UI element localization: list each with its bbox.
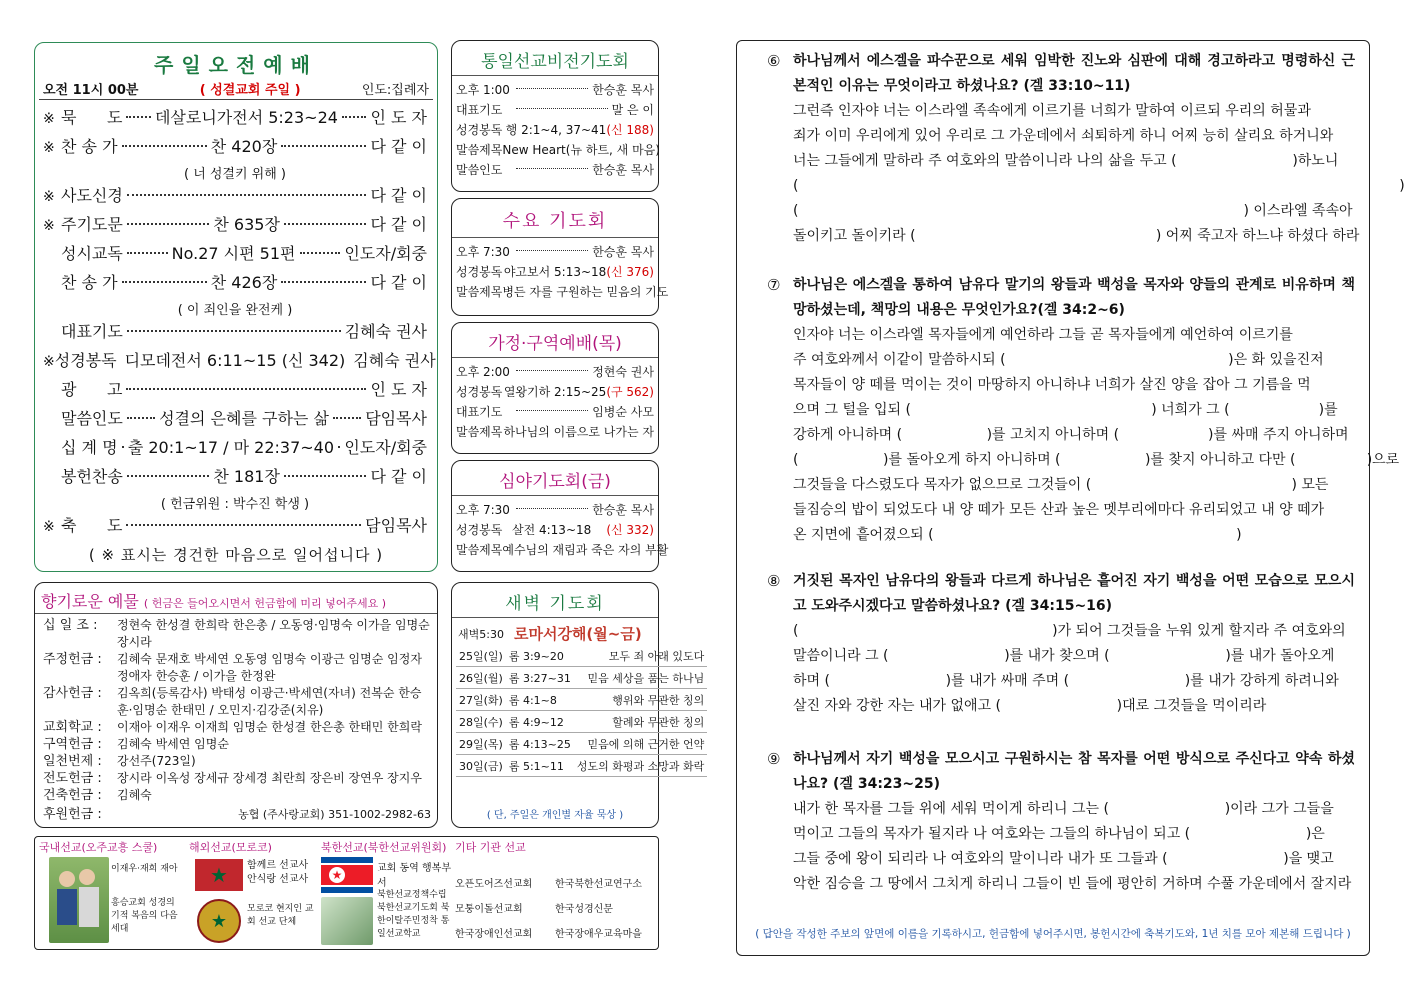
- worship-item: [43, 319, 427, 348]
- morocco-flag-icon: ★: [195, 859, 243, 891]
- worship-item-person: 인도자/회중: [344, 244, 428, 263]
- answer-line: 그들 중에 왕이 되리라 나 여호와의 말이니라 내가 또 그들과 ( )을 맺고: [793, 851, 1334, 867]
- worship-item-person: 다 같 이: [370, 137, 428, 156]
- offering-category: 건축헌금 :: [43, 788, 102, 803]
- other-mission-item: 한국성경신문: [555, 904, 613, 915]
- worship-title: 주일오전예배: [154, 53, 318, 77]
- question-text: 거짓된 목자인 남유다의 왕들과 다르게 하나님은 흩어진 자기 백성을 어떤 모습으로 모으시고 도와주시겠다고 말씀하셨나요? (겔 34:15~16): [793, 573, 1355, 614]
- mission-overseas: [189, 839, 319, 947]
- worship-theme: ( 성결교회 주일 ): [199, 83, 301, 98]
- friday-prayer-box: [451, 460, 669, 572]
- worship-item-name: 대표기도: [61, 322, 123, 341]
- mission-box: [34, 836, 659, 950]
- worship-item: [43, 377, 427, 406]
- dawn-topic: 믿음에 의해 근거한 언약: [574, 733, 707, 755]
- other-title: 기타 기관 선교: [455, 841, 526, 854]
- worship-item-content: 출 20:1~17 / 마 22:37~40: [127, 438, 335, 457]
- worship-item: [43, 406, 427, 435]
- wednesday-rows: [452, 243, 669, 303]
- answer-line: ( )가 되어 그것들을 누워 있게 할지라 주 여호와의: [793, 623, 1346, 639]
- worship-item-content: 디모데전서 6:11~15 (신 342): [124, 351, 346, 370]
- prayer-row: [456, 283, 669, 303]
- dawn-reference: 롬 5:1~11: [506, 755, 574, 777]
- worship-item-person: 담임목사: [365, 409, 428, 428]
- worship-item: [43, 105, 427, 134]
- worship-item-name: 찬 송 가: [61, 137, 118, 156]
- dawn-topic: 성도의 화평과 소망과 화락: [574, 755, 707, 777]
- prayer-row-label: 오후 1:00: [456, 83, 510, 97]
- stand-mark: ※: [43, 519, 55, 535]
- offering-box: [34, 582, 438, 828]
- other-mission-item: 모퉁이돌선교회: [455, 904, 523, 915]
- offering-note: ( 헌금은 들어오시면서 헌금함에 미리 넣어주세요 ): [143, 597, 387, 610]
- worship-time: 오전 11시 00분: [43, 83, 139, 98]
- overseas-title: 해외선교(모로코): [189, 841, 272, 854]
- prayer-row: [456, 403, 654, 423]
- answer-line: 말씀이니라 그 ( )를 내가 찾으며 ( )를 내가 돌아오게: [793, 648, 1335, 664]
- domestic-caption-1: 이재우·재희 재아: [111, 864, 178, 874]
- prayer-row: [456, 521, 654, 541]
- question-number: ⑨: [767, 750, 781, 768]
- prayer-row: [456, 243, 654, 263]
- worship-item-name: 봉헌찬송: [61, 467, 123, 486]
- wednesday-title: 수요 기도회: [502, 211, 608, 232]
- prayer-row-label: 성경봉독: [456, 123, 503, 137]
- offering-names: 농협 (주사랑교회) 351-1002-2982-63: [238, 808, 431, 821]
- prayer-row-person: 임병순 사모: [592, 405, 654, 419]
- mission-north: [321, 839, 451, 947]
- prayer-row-person: 한승훈 목사: [592, 163, 654, 177]
- home-title: 가정·구역예배(목): [488, 334, 622, 354]
- dawn-reference: 롬 4:1~8: [506, 689, 574, 711]
- domestic-photo: [49, 857, 109, 943]
- worship-item: [43, 212, 427, 241]
- worship-item-content: 찬 635장: [213, 215, 280, 234]
- worship-item-name: 사도신경: [61, 186, 123, 205]
- answer-line: 죄가 이미 우리에게 있어 우리로 그 가운데에서 쇠퇴하게 하니 어찌 능히 살리요 하거니와: [793, 128, 1334, 144]
- prayer-row-person: 한승훈 목사: [592, 245, 654, 259]
- prayer-row-label: 오후 2:00: [456, 365, 510, 379]
- sunday-worship-box: [34, 42, 438, 572]
- worship-item: [43, 464, 427, 493]
- offering-row: [43, 617, 431, 651]
- unification-rows: [452, 81, 658, 181]
- dawn-reference: 롬 3:9~20: [506, 645, 574, 667]
- prayer-row-person: (신 188): [606, 123, 654, 137]
- prayer-row-label: 오후 7:30: [456, 503, 510, 517]
- offering-names: 김혜숙 문재호 박세연 오동영 임명숙 이광근 임명순 임정자 정애자 한승훈 / 이가을 한정완: [117, 652, 422, 683]
- worship-item-subtitle: ( 너 성결키 위해 ): [183, 167, 287, 182]
- question-text: 하나님은 에스겔을 통하여 남유다 말기의 왕들과 백성을 목자와 양들의 관계로 비유하며 책망하셨는데, 책망의 내용은 무엇인가요?(겔 34:2~6): [793, 277, 1355, 318]
- offering-row: [43, 651, 431, 685]
- answer-line: 으며 그 털을 입되 ( ) 너희가 그 ( )를: [793, 402, 1338, 418]
- answer-line: 온 지면에 흩어졌으되 ( ): [793, 527, 1242, 543]
- answer-line: ( ): [793, 178, 1405, 194]
- prayer-row-value: 하나님의 이름으로 나가는 자: [503, 425, 654, 439]
- prayer-row-value: 야고보서 5:13~18: [503, 265, 607, 279]
- worship-item-name: 주기도문: [61, 215, 123, 234]
- prayer-row-person: 정현숙 권사: [592, 365, 654, 379]
- offering-row: [43, 770, 431, 787]
- worship-item-content: 데살로니가전서 5:23~24: [154, 108, 338, 127]
- answer-line: 악한 짐승을 그 땅에서 그치게 하리니 그들이 빈 들에 평안히 거하며 수풀 가운데에서 잘지라: [793, 876, 1352, 892]
- worship-item-person: 인도자/회중: [344, 438, 427, 457]
- dawn-row: [456, 667, 707, 689]
- dawn-note: ( 단, 주일은 개인별 자율 묵상 ): [486, 810, 624, 821]
- mission-other: [455, 839, 655, 947]
- other-mission-item: 한국북한선교연구소: [555, 879, 642, 890]
- worship-item: [43, 435, 427, 464]
- dawn-row: [456, 689, 707, 711]
- offering-row: [43, 787, 431, 804]
- prayer-row: [456, 383, 654, 403]
- dawn-topic: 행위와 무관한 칭의: [574, 689, 707, 711]
- wednesday-prayer-box: [451, 198, 669, 316]
- answer-line: 그것들을 다스렸도다 목자가 없으므로 그것들이 ( ) 모든: [793, 477, 1329, 493]
- offering-names: 강선주(723일): [117, 754, 196, 768]
- worship-item-name: 광 고: [61, 380, 123, 399]
- offering-names: 김혜숙 박세연 임명순: [117, 737, 229, 751]
- offering-category: 감사헌금 :: [43, 686, 102, 701]
- prayer-row: [456, 423, 654, 443]
- dawn-reference: 롬 4:13~25: [506, 733, 574, 755]
- dawn-topic: 모두 죄 아래 있도다: [574, 645, 707, 667]
- dawn-row: [456, 755, 707, 777]
- prayer-row-label: 말씀인도: [456, 163, 503, 177]
- prayer-row-value: 열왕기하 2:15~25: [503, 385, 607, 399]
- dawn-title: 새벽 기도회: [505, 594, 605, 614]
- dawn-date: 30일(금): [456, 755, 506, 777]
- mission-domestic: [39, 839, 185, 947]
- offering-category: 전도헌금 :: [43, 771, 102, 786]
- question-block: [767, 747, 1355, 897]
- dawn-reference: 롬 3:27~31: [506, 667, 574, 689]
- stand-mark: ※: [43, 189, 55, 205]
- answer-line: 내가 한 목자를 그들 위에 세워 먹이게 하리니 그는 ( )이라 그가 그들을: [793, 801, 1334, 817]
- offering-names: 정현숙 한성결 한희락 한은총 / 오동영·임명숙 이가을 임명순 장시라: [117, 618, 430, 649]
- prayer-row: [456, 121, 654, 141]
- prayer-row: [456, 161, 654, 181]
- prayer-row: [456, 263, 654, 283]
- answer-line: 강하게 아니하며 ( )를 고치지 아니하며 ( )를 싸매 주지 아니하며: [793, 427, 1349, 443]
- domestic-caption-2: 흥승교회 성경의 기적 복음의 다음세대: [111, 898, 178, 934]
- worship-item-person: 다 같 이: [370, 273, 428, 292]
- answer-line: ( ) 이스라엘 족속아: [793, 203, 1353, 219]
- offering-names: 김옥희(등록감사) 박태성 이광근·박세연(자녀) 전복순 한승훈·임명순 한태민 / 오민지·김강준(치유): [117, 686, 422, 717]
- worship-item-subtitle: ( 이 죄인을 완전케 ): [177, 303, 293, 318]
- prayer-row: [456, 141, 660, 161]
- prayer-row-person: (신 376): [606, 265, 654, 279]
- worship-item-name: 묵 도: [61, 108, 123, 127]
- worship-item-person: 다 같 이: [370, 186, 427, 205]
- prayer-row-label: 말씀제목: [456, 543, 503, 557]
- offering-row: [43, 753, 431, 770]
- stand-mark: ※: [43, 218, 55, 234]
- bible-questions-box: [736, 40, 1405, 956]
- stand-mark: ※: [43, 140, 55, 156]
- worship-item-content: No.27 시편 51편: [171, 244, 296, 263]
- answer-line: 인자야 너는 이스라엘 목자들에게 예언하라 그들 곧 목자들에게 예언하여 이르기를: [793, 327, 1293, 343]
- worship-item: [43, 241, 427, 270]
- worship-item: [43, 183, 427, 212]
- offering-names: 김혜숙: [117, 788, 152, 802]
- prayer-row-label: 성경봉독: [456, 265, 503, 279]
- dawn-row: [456, 645, 707, 667]
- north-caption-1: 교회 동역 행복부서: [377, 863, 451, 889]
- home-worship-box: [451, 322, 659, 454]
- offering-category: 일천번제 :: [43, 754, 102, 769]
- worship-item: [43, 513, 427, 542]
- unification-title: 통일선교비전기도회: [481, 52, 629, 72]
- other-mission-item: 한국장애인선교회: [455, 929, 533, 940]
- prayer-row: [456, 101, 654, 121]
- friday-title: 심야기도회(금): [499, 472, 611, 492]
- prayer-row-value: 행 2:1~4, 37~41: [505, 123, 607, 137]
- worship-item: [43, 270, 427, 299]
- overseas-caption-1: 함께르 선교사 안식랑 선교사: [247, 860, 309, 885]
- question-block: [767, 49, 1405, 249]
- answer-line: 돌이키고 돌이키라 ( ) 어찌 죽고자 하느냐 하셨다 하라: [793, 228, 1360, 244]
- worship-item-content: 찬 420장: [210, 137, 278, 156]
- answer-line: 들짐승의 밥이 되었도다 내 양 떼가 모든 산과 높은 멧부리에마다 유리되었고 내 양 떼가: [793, 502, 1325, 518]
- north-caption-2: 북한선교정책수립 북한선교기도회 북한이탈주민정착 통일선교학교: [377, 890, 450, 939]
- dawn-prayer-box: [451, 582, 705, 828]
- prayer-row-label: 말씀제목: [456, 425, 503, 439]
- worship-order-list: [43, 105, 436, 542]
- friday-rows: [452, 501, 669, 561]
- dawn-reference: 롬 4:9~12: [506, 711, 574, 733]
- offering-category: 십 일 조 :: [43, 618, 98, 633]
- offering-row: [43, 719, 431, 736]
- worship-item-content: 찬 426장: [210, 273, 278, 292]
- answer-line: 먹이고 그들의 목자가 될지라 나 여호와는 그들의 하나님이 되고 ( )은: [793, 826, 1325, 842]
- dawn-time: 새벽5:30: [458, 627, 504, 641]
- question-number: ⑥: [767, 52, 781, 70]
- worship-item-person: 김혜숙 권사: [344, 322, 427, 341]
- unification-prayer-box: [451, 40, 659, 192]
- offering-row: [43, 806, 431, 823]
- answer-line: 주 여호와께서 이같이 말씀하시되 ( )은 화 있을진저: [793, 352, 1324, 368]
- dawn-date: 28일(수): [456, 711, 506, 733]
- dawn-row: [456, 711, 707, 733]
- north-title: 북한선교(북한선교위원회): [321, 841, 447, 854]
- offering-title: 향기로운 예물: [41, 592, 139, 611]
- bottom-note: ( 답안을 작성한 주보의 앞면에 이름을 기록하시고, 헌금함에 넣어주시면, 봉헌시간에 축복기도와, 1년 치를 모아 제본해 드립니다 ): [755, 928, 1351, 940]
- prayer-row-person: (구 562): [606, 385, 654, 399]
- prayer-row-person: 한승훈 목사: [592, 503, 654, 517]
- korea-map-icon: [321, 897, 373, 945]
- overseas-caption-2: 모로코 현지인 교회 선교 단체: [247, 904, 314, 927]
- prayer-row: [456, 501, 654, 521]
- worship-item-name: 찬 송 가: [61, 273, 118, 292]
- worship-item-name: 성경봉독: [54, 351, 117, 370]
- domestic-title: 국내선교(오주교흥 스쿨): [39, 841, 158, 854]
- dawn-topic: 할례와 무관한 칭의: [574, 711, 707, 733]
- prayer-row: [456, 81, 654, 101]
- answer-line: 너는 그들에게 말하라 주 여호와의 말씀이니라 나의 삶을 두고 ( )하노니: [793, 153, 1339, 169]
- question-text: 하나님께서 자기 백성을 모으시고 구원하시는 참 목자를 어떤 방식으로 주신다고 약속 하셨나요? (겔 34:23~25): [793, 751, 1355, 792]
- dawn-date: 29일(목): [456, 733, 506, 755]
- question-text: 하나님께서 에스겔을 파수꾼으로 세워 임박한 진노와 심판에 대해 경고하라고 명령하신 근본적인 이유는 무엇이라고 하셨나요? (겔 33:10~11): [793, 53, 1355, 94]
- prayer-row-label: 성경봉독: [456, 523, 503, 537]
- north-korea-flag-icon: ★: [321, 857, 373, 893]
- worship-item-name: 말씀인도: [61, 409, 123, 428]
- stand-mark: ※: [43, 111, 55, 127]
- prayer-row-value: 살전 4:13~18: [512, 523, 592, 537]
- worship-item-person: 다 같 이: [370, 467, 428, 486]
- answer-line: ( )를 돌아오게 하지 아니하며 ( )를 찾지 아니하고 다만 ( )으로: [793, 452, 1400, 468]
- question-block: [767, 273, 1400, 548]
- worship-footer: ( ※ 표시는 경건한 마음으로 일어섭니다 ): [88, 546, 384, 564]
- prayer-row: [456, 541, 669, 561]
- other-mission-item: 오픈도어즈선교회: [455, 879, 533, 890]
- prayer-row-label: 대표기도: [456, 103, 503, 117]
- offering-category: 교회학교 :: [43, 720, 102, 735]
- offering-category: 주정헌금 :: [43, 652, 102, 667]
- question-number: ⑦: [767, 276, 781, 294]
- prayer-row-label: 성경봉독: [456, 385, 503, 399]
- offering-row: [43, 736, 431, 753]
- prayer-row-label: 말씀제목: [456, 143, 503, 157]
- answer-line: 그런즉 인자야 너는 이스라엘 족속에게 이르기를 너희가 말하여 이르되 우리의 허물과: [793, 103, 1311, 119]
- prayer-row-label: 오후 7:30: [456, 245, 510, 259]
- prayer-row-value: 예수님의 재림과 죽은 자의 부활: [502, 543, 669, 557]
- question-number: ⑧: [767, 572, 781, 590]
- worship-item-content: 찬 181장: [213, 467, 280, 486]
- worship-item-content: 성결의 은혜를 구하는 삶: [159, 409, 329, 428]
- worship-item-person: 담임목사: [365, 516, 427, 535]
- prayer-row-label: 말씀제목: [456, 285, 503, 299]
- dawn-schedule-table: [456, 645, 707, 777]
- worship-item-name: 성시교독: [61, 244, 123, 263]
- home-rows: [452, 363, 658, 443]
- offering-names: 이재아 이재우 이재희 임명순 한성결 한은총 한태민 한희락: [117, 720, 422, 734]
- other-mission-list: [455, 875, 655, 940]
- worship-item-name: 축 도: [61, 516, 123, 535]
- dawn-series: 로마서강해(월~금): [513, 625, 642, 643]
- worship-item-subtitle: ( 헌금위원 : 박수진 학생 ): [160, 497, 310, 512]
- prayer-row: [456, 363, 654, 383]
- answer-line: 살진 자와 강한 자는 내가 없애고 ( )대로 그것들을 먹이리라: [793, 698, 1267, 714]
- worship-item-person: 다 같 이: [370, 215, 428, 234]
- offering-category: 후원헌금 :: [43, 807, 102, 822]
- dawn-date: 26일(월): [456, 667, 506, 689]
- prayer-row-person: (신 332): [606, 523, 654, 537]
- stand-mark: ※: [43, 354, 55, 370]
- other-mission-item: 한국장애우교육마을: [555, 929, 642, 940]
- prayer-row-value: 병든 자를 구원하는 믿음의 기도: [502, 285, 669, 299]
- worship-item: [43, 134, 427, 163]
- dawn-row: [456, 733, 707, 755]
- question-block: [767, 569, 1355, 719]
- offering-row: [43, 685, 431, 719]
- answer-line: 목자들이 양 떼를 먹이는 것이 마땅하지 아니하냐 너희가 살진 양을 잡아 그 기름을 먹: [793, 377, 1311, 393]
- prayer-row-label: 대표기도: [456, 405, 503, 419]
- worship-item-person: 인 도 자: [370, 380, 427, 399]
- offering-category: 구역헌금 :: [43, 737, 102, 752]
- answer-line: 하며 ( )를 내가 싸매 주며 ( )를 내가 강하게 하려니와: [793, 673, 1339, 689]
- prayer-row-person: 말 은 이: [611, 103, 654, 117]
- worship-item-name: 십 계 명: [61, 438, 118, 457]
- worship-item: [43, 348, 436, 377]
- prayer-row-value: New Heart(뉴 하트, 새 마음): [502, 143, 660, 157]
- dawn-topic: 믿음 세상을 품는 하나님: [574, 667, 707, 689]
- morocco-emblem-icon: ★: [197, 899, 241, 943]
- worship-item-person: 인 도 자: [370, 108, 427, 127]
- worship-item-person: 김혜숙 권사: [353, 351, 436, 370]
- worship-leader: 인도:집례자: [361, 83, 429, 98]
- offering-list: [43, 617, 431, 823]
- prayer-row-person: 한승훈 목사: [592, 83, 654, 97]
- dawn-date: 25일(일): [456, 645, 506, 667]
- offering-names: 장시라 이옥성 장세규 장세경 최란희 장은비 장연우 장지우: [117, 771, 422, 785]
- dawn-date: 27일(화): [456, 689, 506, 711]
